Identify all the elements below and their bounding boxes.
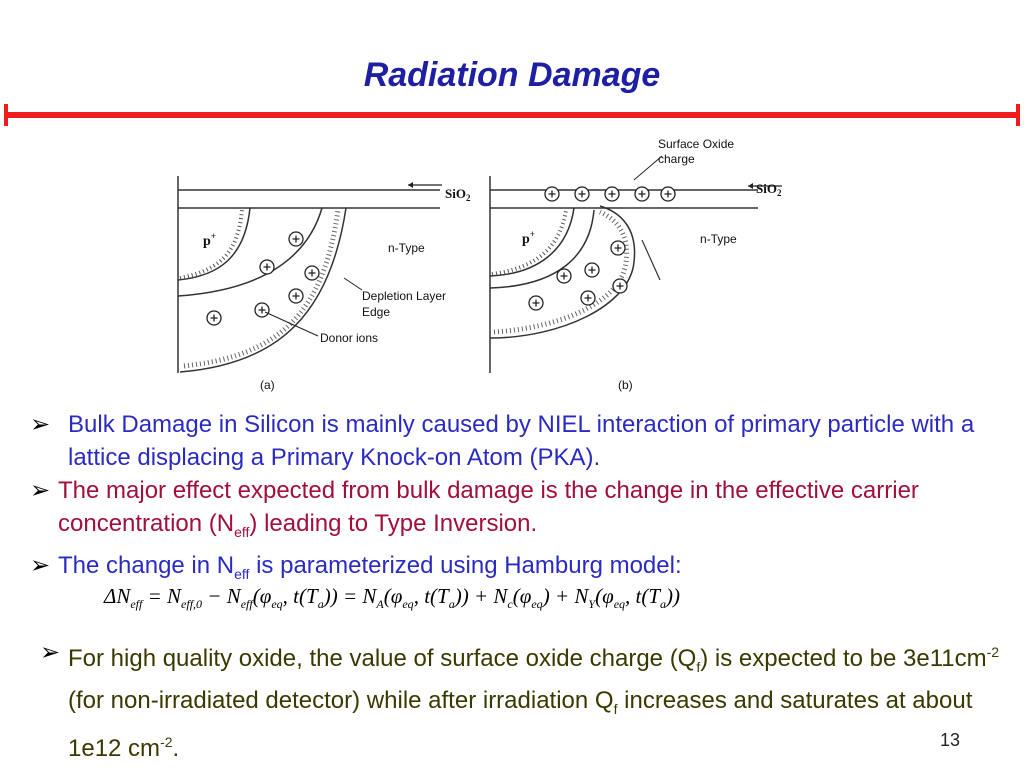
title-rule-right-cap <box>1016 104 1020 126</box>
label-ntype-b: n-Type <box>700 232 737 246</box>
sensor-diagram <box>150 128 810 400</box>
label-panel-a: (a) <box>260 378 275 392</box>
label-surface-oxide-1: Surface Oxide <box>658 137 735 151</box>
label-sio2-b: SiO <box>756 181 777 196</box>
label-sio2-a: SiO <box>445 186 466 201</box>
svg-text:p+: p+ <box>203 231 216 249</box>
label-p-plus-a: p <box>203 234 211 249</box>
bullet-arrow-icon: ➢ <box>40 639 61 666</box>
bullet-arrow-icon: ➢ <box>30 411 51 438</box>
label-ntype-a: n-Type <box>388 241 425 255</box>
svg-text:p+: p+ <box>522 229 535 247</box>
slide-title: Radiation Damage <box>363 56 661 94</box>
title-rule <box>6 112 1018 118</box>
bullet-list <box>30 408 1010 591</box>
bullet-oxide-charge: ➢ For high quality oxide, the value of surface oxide charge $(Q_f)$ is expected to be $3e11cm^{-2}$ (for non-irradiated detector) while after irradiation $Q_f$ increases and saturates at about 1e12 $cm^{-2}$. <box>30 636 1010 765</box>
bullet-bulk-damage: ➢ Bulk Damage in Silicon is mainly caused by NIEL interaction of primary particle with a lattice displacing a Primary Knock-on Atom (PKA). <box>30 408 1010 474</box>
bullet-hamburg-model: ➢ The change in $N_{eff}$ is parameterized using Hamburg model: <box>30 549 1010 591</box>
bullet-arrow-icon: ➢ <box>30 551 51 579</box>
bullet-major-effect: ➢ The major effect expected from bulk damage is the change in the effective carrier concentration $(N_{eff})$ leading to Type Inversion. <box>30 474 1010 549</box>
diagram-panel-a <box>178 176 442 373</box>
label-panel-b: (b) <box>618 378 633 392</box>
bullet-arrow-icon: ➢ <box>30 477 51 504</box>
label-donor-ions: Donor ions <box>320 331 379 345</box>
page-number: 13 <box>939 730 960 750</box>
svg-text:SiO2: SiO$_2$ <box>445 186 471 203</box>
bullet-list-lower <box>30 628 1010 765</box>
label-surface-oxide-2: charge <box>658 152 695 166</box>
label-depletion-edge-1: Depletion Layer <box>362 289 447 303</box>
svg-text:SiO2: SiO$_2$ <box>756 181 782 198</box>
diagram-panel-b <box>490 156 782 373</box>
label-p-plus-b: p <box>522 232 530 247</box>
hamburg-equation: $\Delta N_{eff} = N_{eff,0} - N_{eff}(\varphi_{eq}$, $t(T_a)) = N_A(\varphi_{eq}$, $t(T_a)) + N_c(\varphi_{eq}) + N_Y(\varphi_{eq}$, $t(T_a)$) <box>104 584 681 612</box>
label-depletion-edge-2: Edge <box>362 305 391 319</box>
